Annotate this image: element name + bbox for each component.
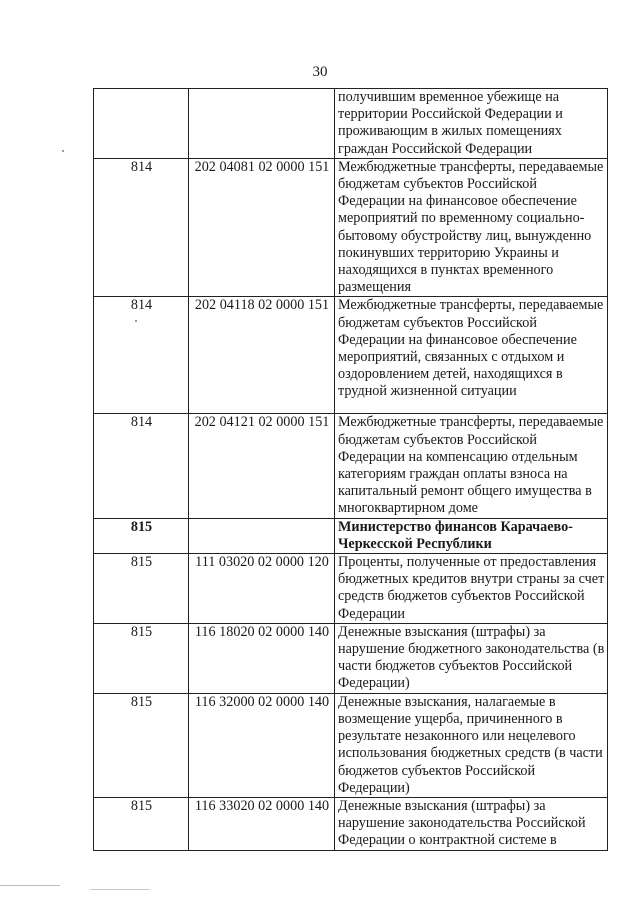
scan-artifact-mark — [62, 150, 64, 152]
admin-code-cell: 814 — [94, 158, 189, 297]
table-row — [94, 693, 608, 797]
description-cell: Денежные взыскания (штрафы) за нарушение законодательства Российской Федерации о контрактной системе в — [335, 797, 608, 850]
description-cell: Денежные взыскания (штрафы) за нарушение бюджетного законодательства (в части бюджетов субъектов Российской Федерации) — [335, 623, 608, 693]
admin-code-cell: 815 — [94, 797, 189, 850]
budget-code-cell — [189, 89, 335, 159]
table-row — [94, 623, 608, 693]
admin-code-cell — [94, 89, 189, 159]
description-cell: Проценты, полученные от предоставления бюджетных кредитов внутри страны за счет средств бюджетов субъектов Российской Федерации — [335, 554, 608, 624]
page-number: 30 — [312, 64, 328, 80]
table-row — [94, 414, 608, 518]
budget-classification-table — [93, 88, 608, 851]
table-row — [94, 89, 608, 159]
admin-code-cell: 814 — [94, 414, 189, 518]
budget-code-cell: 202 04081 02 0000 151 — [189, 158, 335, 297]
scan-artifact-mark — [90, 889, 150, 890]
budget-code-cell: 202 04121 02 0000 151 — [189, 414, 335, 518]
budget-code-cell: 202 04118 02 0000 151 — [189, 297, 335, 414]
description-cell: получившим временное убежище на территории Российской Федерации и проживающим в жилых помещениях граждан Российской Федерации — [335, 89, 608, 159]
description-cell: Межбюджетные трансферты, передаваемые бюджетам субъектов Российской Федерации на финансовое обеспечение мероприятий по временному социально-бытовому обустройству лиц, вынужденно покинувших территорию Украины и находящихся в пунктах временного размещения — [335, 158, 608, 297]
admin-code-cell: 815 — [94, 554, 189, 624]
description-cell: Межбюджетные трансферты, передаваемые бюджетам субъектов Российской Федерации на финансовое обеспечение мероприятий, связанных с отдыхом и оздоровлением детей, находящихся в трудной жизненной ситуации — [335, 297, 608, 414]
admin-code-cell: 815 — [94, 518, 189, 553]
budget-code-cell: 111 03020 02 0000 120 — [189, 554, 335, 624]
scan-artifact-mark — [0, 885, 60, 886]
table-row — [94, 297, 608, 414]
admin-code-cell: 815 — [94, 623, 189, 693]
table-row — [94, 158, 608, 297]
budget-code-cell: 116 32000 02 0000 140 — [189, 693, 335, 797]
budget-code-cell: 116 18020 02 0000 140 — [189, 623, 335, 693]
budget-code-cell — [189, 518, 335, 553]
budget-code-cell: 116 33020 02 0000 140 — [189, 797, 335, 850]
admin-code-cell: 814 — [94, 297, 189, 414]
ministry-header-row — [94, 518, 608, 553]
admin-code-cell: 815 — [94, 693, 189, 797]
ministry-name-cell: Министерство финансов Карачаево-Черкесской Республики — [335, 518, 608, 553]
table-row — [94, 554, 608, 624]
scan-artifact-mark — [135, 320, 137, 322]
description-cell: Денежные взыскания, налагаемые в возмещение ущерба, причиненного в результате незаконного или нецелевого использования бюджетных средств (в части бюджетов субъектов Российской Федерации) — [335, 693, 608, 797]
table-row — [94, 797, 608, 850]
description-cell: Межбюджетные трансферты, передаваемые бюджетам субъектов Российской Федерации на компенсацию отдельным категориям граждан оплаты взноса на капитальный ремонт общего имущества в многоквартирном доме — [335, 414, 608, 518]
